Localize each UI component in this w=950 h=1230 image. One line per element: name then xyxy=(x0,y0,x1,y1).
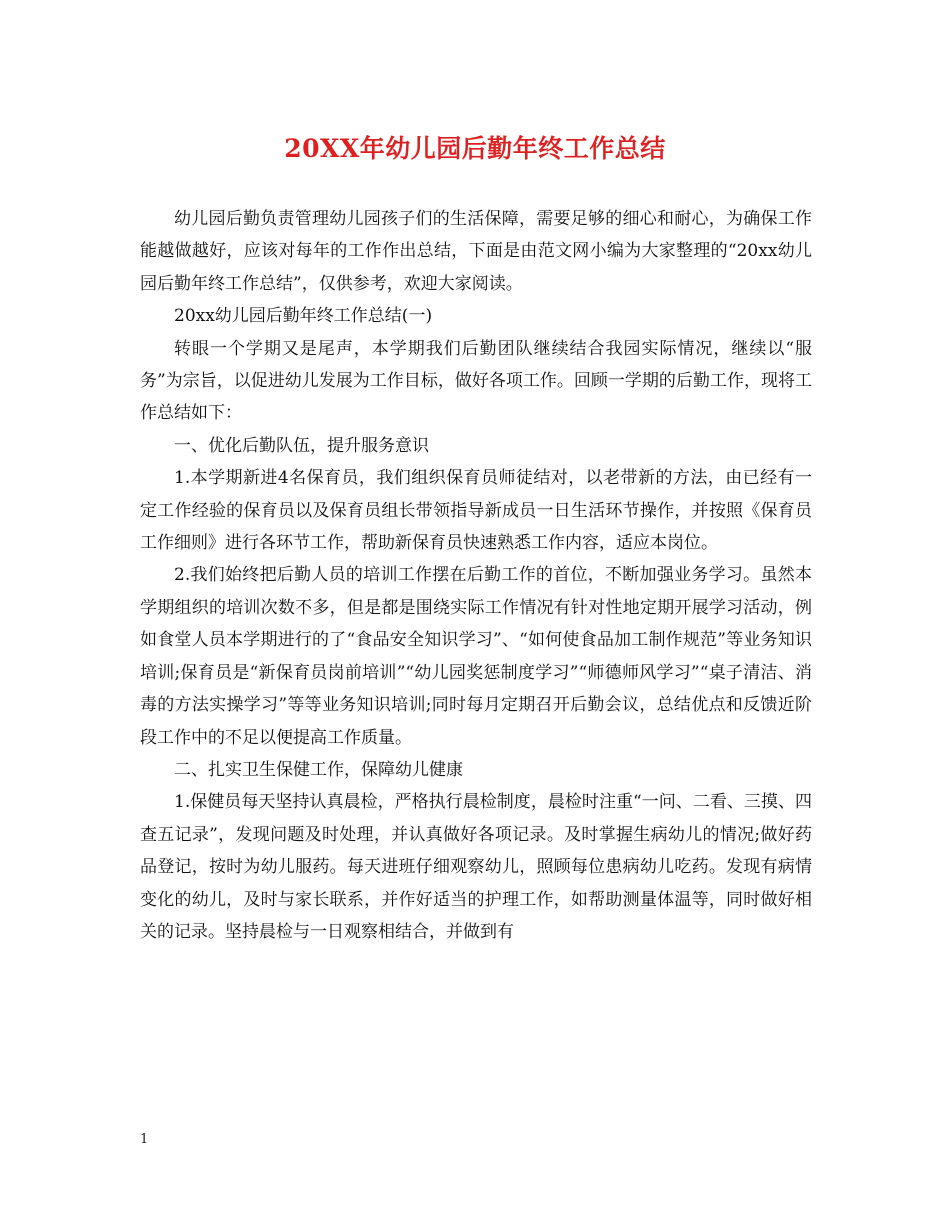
paragraph-intro: 幼儿园后勤负责管理幼儿园孩子们的生活保障，需要足够的细心和耐心，为确保工作能越做越好，应该对每年的工作作出总结，下面是由范文网小编为大家整理的“20xx幼儿园后勤年终工作总结”，仅供参考，欢迎大家阅读。 xyxy=(140,209,812,294)
paragraph-2-1: 1.保健员每天坚持认真晨检，严格执行晨检制度，晨检时注重“一问、二看、三摸、四查五记录”，发现问题及时处理，并认真做好各项记录。及时掌握生病幼儿的情况;做好药品登记，按时为幼儿服药。每天进班仔细观察幼儿，照顾每位患病幼儿吃药。发现有病情变化的幼儿，及时与家长联系，并作好适当的护理工作，如帮助测量体温等，同时做好相关的记录。坚持晨检与一日观察相结合，并做到有 xyxy=(140,792,812,942)
page-number: 1 xyxy=(140,1132,149,1147)
section-heading-2: 二、扎实卫生保健工作，保障幼儿健康 xyxy=(174,759,463,780)
section-heading-1: 一、优化后勤队伍，提升服务意识 xyxy=(174,435,429,456)
paragraph-subtitle: 20xx幼儿园后勤年终工作总结(一) xyxy=(174,306,433,327)
paragraph-1-1: 1.本学期新进4名保育员，我们组织保育员师徒结对，以老带新的方法，由已经有一定工作经验的保育员以及保育员组长带领指导新成员一日生活环节操作，并按照《保育员工作细则》进行各环节工作，帮助新保育员快速熟悉工作内容，适应本岗位。 xyxy=(140,468,812,554)
document-title: 20XX年幼儿园后勤年终工作总结 xyxy=(284,134,666,163)
paragraph-1-2: 2.我们始终把后勤人员的培训工作摆在后勤工作的首位，不断加强业务学习。虽然本学期组织的培训次数不多，但是都是围绕实际工作情况有针对性地定期开展学习活动，例如食堂人员本学期进行的了“食品安全知识学习”、“如何使食品加工制作规范”等业务知识培训;保育员是“新保育员岗前培训”“幼儿园奖惩制度学习”“师德师风学习”“桌子清洁、消毒的方法实操学习”等等业务知识培训;同时每月定期召开后勤会议，总结优点和反馈近阶段工作中的不足以便提高工作质量。 xyxy=(140,565,812,748)
document-body xyxy=(140,203,812,948)
paragraph-overview: 转眼一个学期又是尾声，本学期我们后勤团队继续结合我园实际情况，继续以“服务”为宗旨，以促进幼儿发展为工作目标，做好各项工作。回顾一学期的后勤工作，现将工作总结如下： xyxy=(140,338,812,424)
